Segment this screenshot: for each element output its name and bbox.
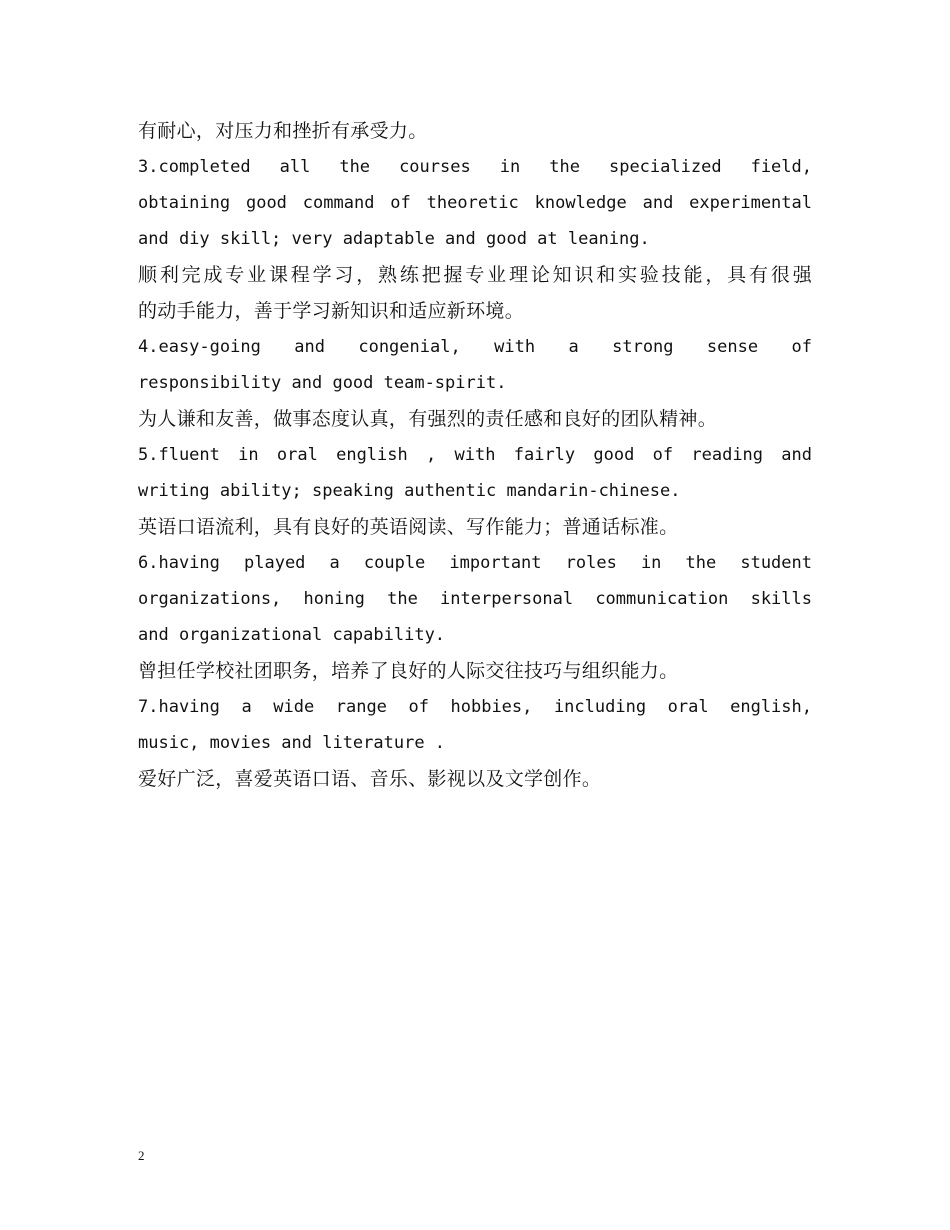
text-line: 5.fluent in oral english , with fairly good of reading and — [138, 445, 812, 465]
text-line: 顺利完成专业课程学习，熟练把握专业理论知识和实验技能，具有很强 — [138, 264, 812, 286]
text-line: 3.completed all the courses in the specialized field, — [138, 157, 812, 177]
text-line: 4.easy-going and congenial, with a strong sense of — [138, 337, 812, 357]
text-line: 6.having played a couple important roles in the student — [138, 553, 812, 573]
text-line: obtaining good command of theoretic knowledge and experimental — [138, 193, 812, 213]
text-line: 爱好广泛，喜爱英语口语、音乐、影视以及文学创作。 — [138, 768, 602, 790]
page-number: 2 — [138, 1148, 145, 1163]
text-line: and organizational capability. — [138, 625, 446, 645]
text-line: responsibility and good team-spirit. — [138, 373, 507, 393]
text-line: 曾担任学校社团职务，培养了良好的人际交往技巧与组织能力。 — [138, 660, 679, 682]
text-line: music, movies and literature . — [138, 733, 446, 753]
text-line: writing ability; speaking authentic mandarin-chinese. — [138, 481, 681, 501]
text-line: 英语口语流利，具有良好的英语阅读、写作能力；普通话标准。 — [138, 516, 679, 538]
document-body — [138, 113, 812, 797]
text-line: 为人谦和友善，做事态度认真，有强烈的责任感和良好的团队精神。 — [138, 408, 718, 430]
text-line: organizations, honing the interpersonal communication skills — [138, 589, 812, 609]
text-line: 7.having a wide range of hobbies, including oral english, — [138, 697, 812, 717]
text-line: 的动手能力，善于学习新知识和适应新环境。 — [138, 300, 525, 322]
text-line: 有耐心，对压力和挫折有承受力。 — [138, 120, 428, 142]
text-line: and diy skill; very adaptable and good at leaning. — [138, 229, 650, 249]
